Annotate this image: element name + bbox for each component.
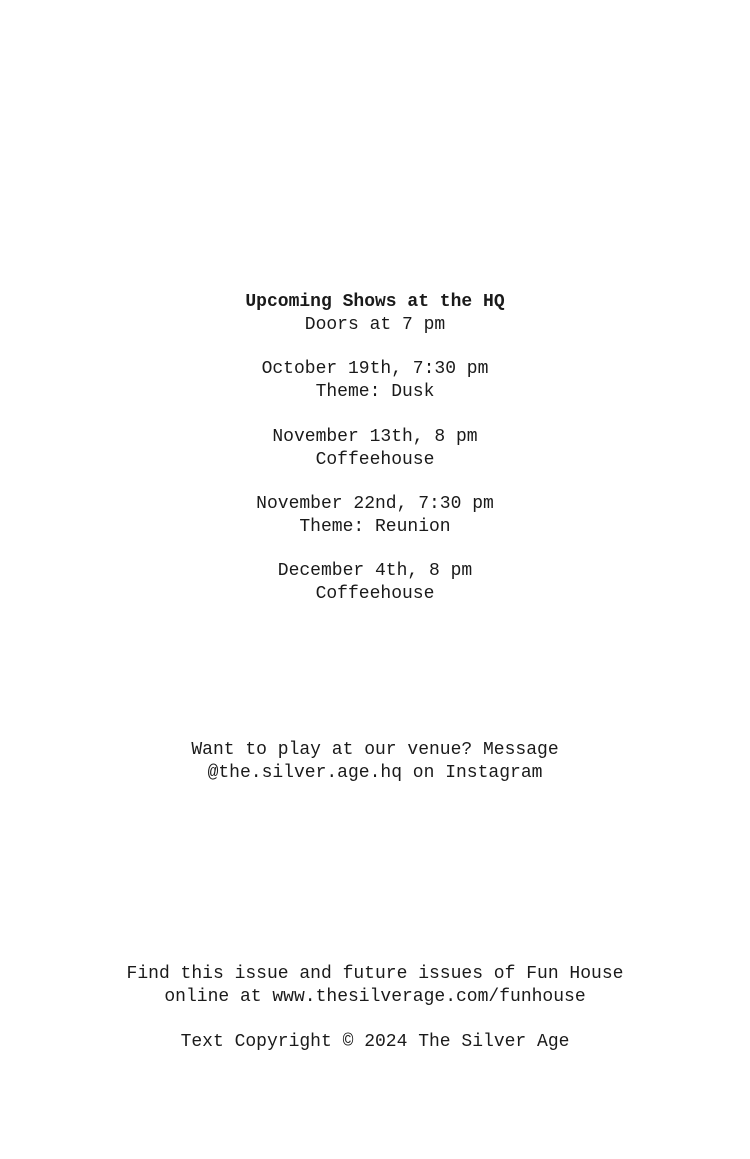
show-date: November 13th, 8 pm (272, 427, 478, 447)
show-date: December 4th, 8 pm (277, 561, 473, 581)
show-entry (0, 426, 750, 471)
online-line-2: online at www.thesilverage.com/funhouse (164, 986, 586, 1007)
copyright-text: Text Copyright © 2024 The Silver Age (180, 1032, 570, 1052)
show-detail: Theme: Dusk (315, 381, 435, 402)
venue-invite (0, 739, 750, 784)
doors-time: Doors at 7 pm (304, 314, 446, 335)
show-detail: Theme: Reunion (299, 516, 451, 537)
venue-line-1: Want to play at our venue? Message (191, 740, 559, 760)
shows-title: Upcoming Shows at the HQ (245, 292, 505, 312)
venue-line-2: @the.silver.age.hq on Instagram (207, 762, 543, 783)
show-date: November 22nd, 7:30 pm (256, 494, 494, 514)
show-detail: Coffeehouse (315, 449, 435, 470)
show-detail: Coffeehouse (315, 583, 435, 604)
show-date: October 19th, 7:30 pm (261, 359, 489, 379)
shows-header (0, 291, 750, 336)
show-entry (0, 358, 750, 403)
copyright-notice (0, 1031, 750, 1054)
online-info (0, 963, 750, 1008)
show-entry (0, 493, 750, 538)
show-entry (0, 560, 750, 605)
online-line-1: Find this issue and future issues of Fun House (126, 964, 624, 984)
